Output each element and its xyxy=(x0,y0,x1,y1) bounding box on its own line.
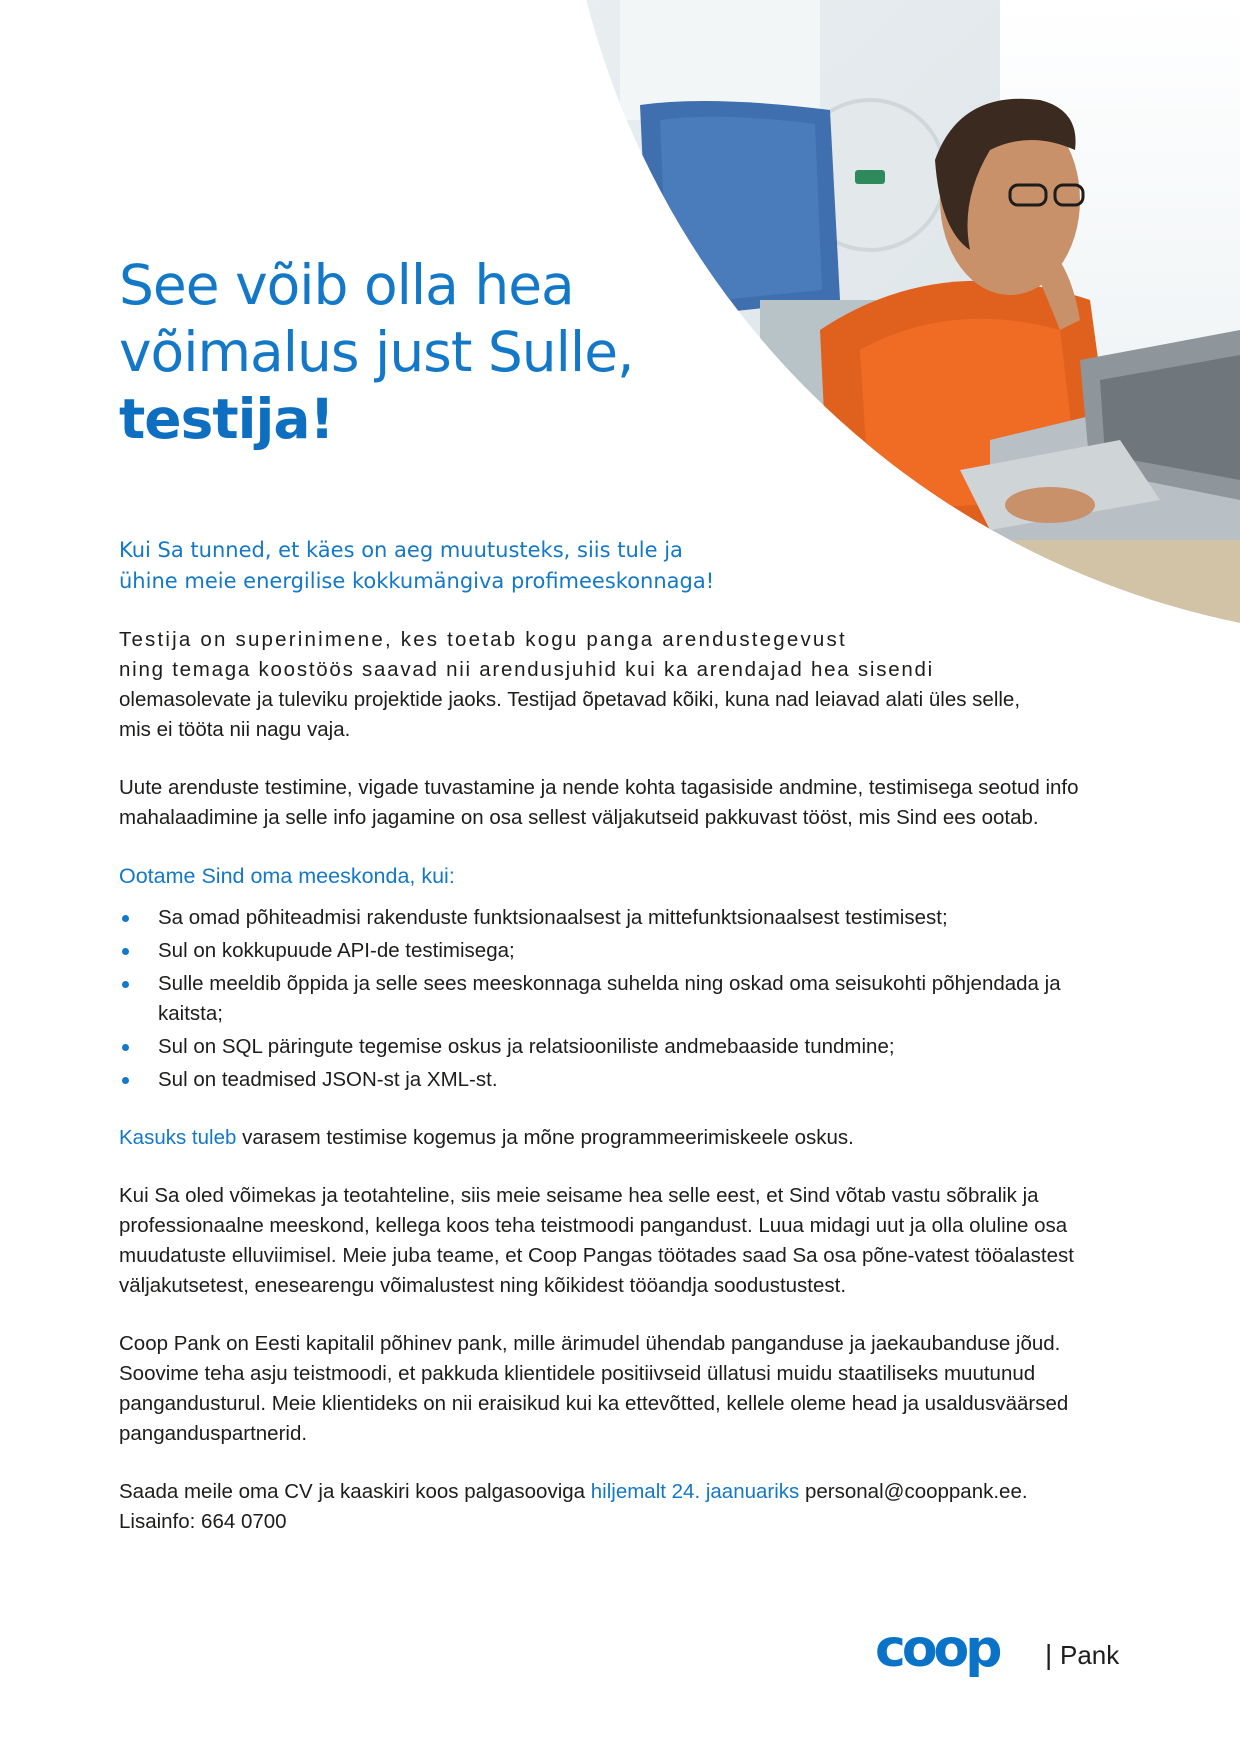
coop-pank-logo xyxy=(875,1620,1125,1680)
intro-text xyxy=(119,535,769,597)
paragraph-4: Coop Pank on Eesti kapitalil põhinev pank, mille ärimudel ühendab panganduse ja jaekaubanduse jõud. Soovime teha asju teistmoodi, et pakkuda klientidele positiivseid üllatusi muidu staatiliseks muutunud pangandusturul. Meie klientideks on nii eraisikud kui ka ettevõtted, kellele oleme head ja usaldusväärsed panganduspartnerid. xyxy=(119,1332,1069,1445)
contact-email[interactable]: personal@cooppank.ee. xyxy=(799,1480,1028,1503)
bonus-text: varasem testimise kogemus ja mõne programmeerimiskeele oskus. xyxy=(236,1126,854,1149)
headline-line-1: See võib olla hea xyxy=(119,253,574,317)
requirement-item: Sul on kokkupuude API-de testimisega; xyxy=(119,936,1119,966)
deadline-text: hiljemalt 24. jaanuariks xyxy=(590,1480,800,1503)
headline xyxy=(119,252,634,453)
requirement-item: Sul on teadmised JSON-st ja XML-st. xyxy=(119,1065,1119,1095)
requirement-item: Sulle meeldib õppida ja selle sees meeskonnaga suhelda ning oskad oma seisukohti põhjendada ja kaitsta; xyxy=(119,969,1119,1029)
paragraph-1-line-1: Testija on superinimene, kes toetab kogu panga arendustegevust xyxy=(119,628,847,651)
paragraph-1-line-4: mis ei tööta nii nagu vaja. xyxy=(119,718,351,741)
bonus-label: Kasuks tuleb xyxy=(119,1126,237,1149)
logo-suffix: Pank xyxy=(1060,1640,1120,1670)
body-text xyxy=(119,625,1119,1565)
paragraph-3: Kui Sa oled võimekas ja teotahteline, siis meie seisame hea selle eest, et Sind võtab vastu sõbralik ja professionaalne meeskond, kellega koos teha teistmoodi pangandust. Luua midagi uut ja olla oluline osa muudatuste elluviimisel. Meie juba teame, et Coop Pangas töötades saad Sa osa põne-vatest tööalastest väljakutsetest, enesearengu võimalustest ning kõikidest tööandja soodustustest. xyxy=(119,1184,1074,1297)
requirement-item: Sul on SQL päringute tegemise oskus ja relatsiooniliste andmebaaside tundmine; xyxy=(119,1032,1119,1062)
requirements-list xyxy=(119,903,1119,1095)
contact-paragraph xyxy=(119,1477,1119,1537)
contact-prefix: Saada meile oma CV ja kaaskiri koos palgasooviga xyxy=(119,1480,591,1503)
paragraph-1-line-3: olemasolevate ja tuleviku projektide jaoks. Testijad õpetavad kõiki, kuna nad leiavad alati üles selle, xyxy=(119,688,1021,711)
headline-line-2: võimalus just Sulle, xyxy=(119,320,634,384)
paragraph-2: Uute arenduste testimine, vigade tuvastamine ja nende kohta tagasiside andmine, testimisega seotud info mahalaadimine ja selle info jagamine on osa sellest väljakutseid pakkuvast tööst, mis Sind ees ootab. xyxy=(119,776,1079,829)
requirement-item: Sa omad põhiteadmisi rakenduste funktsionaalsest ja mittefunktsionaalsest testimisest; xyxy=(119,903,1119,933)
requirements-heading: Ootame Sind oma meeskonda, kui: xyxy=(119,864,455,888)
headline-line-3: testija! xyxy=(119,387,334,451)
contact-info: Lisainfo: 664 0700 xyxy=(119,1510,287,1533)
intro-line-1: Kui Sa tunned, et käes on aeg muutusteks, siis tule ja xyxy=(119,538,683,562)
logo-brand: coop xyxy=(875,1620,999,1679)
logo-separator: | xyxy=(1045,1639,1053,1670)
paragraph-1 xyxy=(119,625,1119,745)
paragraph-1-line-2: ning temaga koostöös saavad nii arendusjuhid kui ka arendajad hea sisendi xyxy=(119,658,934,681)
intro-line-2: ühine meie energilise kokkumängiva profimeeskonnaga! xyxy=(119,569,715,593)
bonus-paragraph xyxy=(119,1123,1119,1153)
